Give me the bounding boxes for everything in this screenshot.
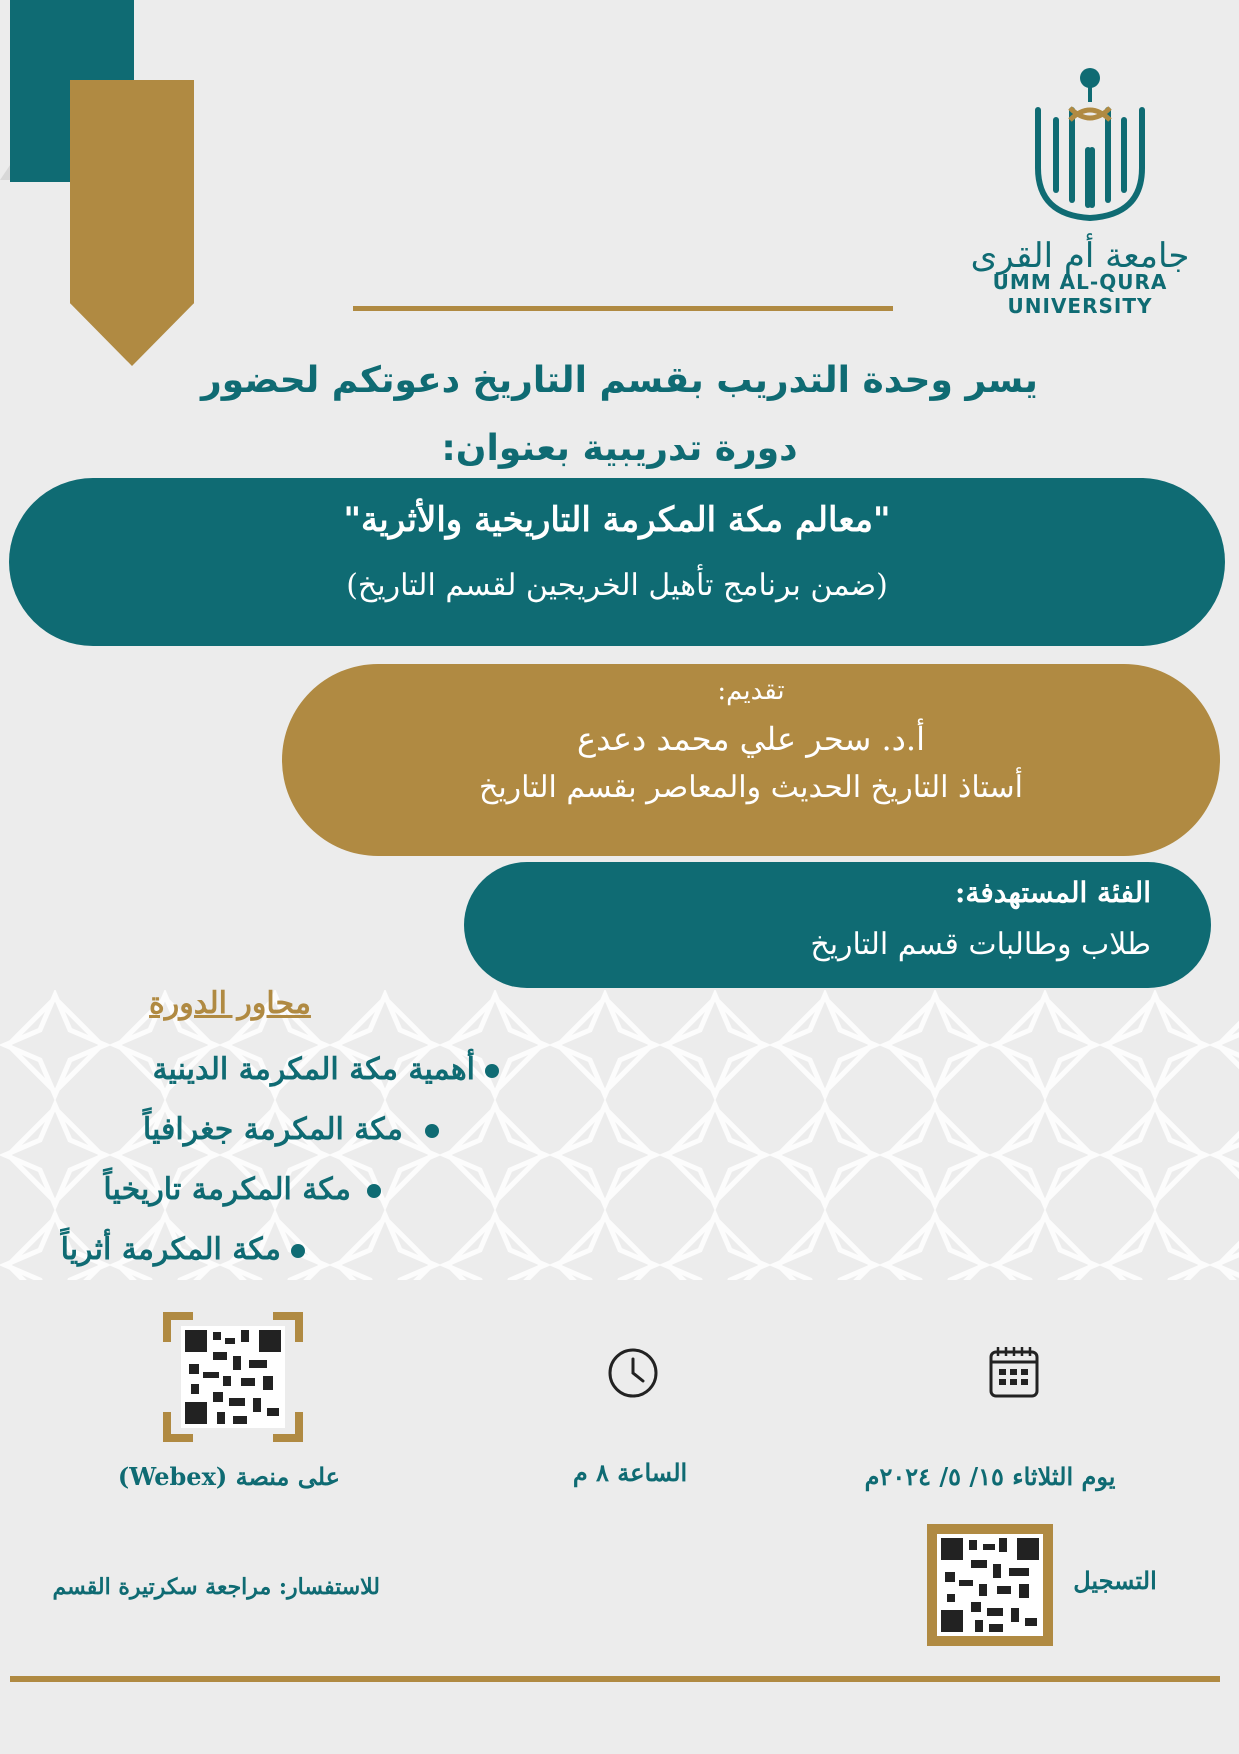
platform-text: على منصة (Webex) <box>117 1462 340 1491</box>
topic-text: أهمية مكة المكرمة الدينية <box>152 1052 475 1087</box>
bullet-dot <box>425 1124 439 1138</box>
date-text: يوم الثلاثاء ١٥/ ٥/ ٢٠٢٤م <box>864 1462 1116 1491</box>
corner-ribbon-gold <box>70 80 194 366</box>
audience-banner <box>464 862 1211 988</box>
university-name-english: UMM AL-QURA UNIVERSITY <box>992 270 1168 318</box>
topic-item <box>152 1052 499 1087</box>
bullet-dot <box>367 1184 381 1198</box>
qr-code-platform[interactable] <box>163 1312 303 1442</box>
topic-text: مكة المكرمة أثرياً <box>60 1232 281 1267</box>
presenter-banner <box>282 664 1220 856</box>
presenter-title: أستاذ التاريخ الحديث والمعاصر بقسم التاريخ <box>478 770 1024 805</box>
topics-heading: محاور الدورة <box>149 986 311 1021</box>
topic-text: مكة المكرمة تاريخياً <box>103 1172 351 1207</box>
topic-text: مكة المكرمة جغرافياً <box>142 1112 403 1147</box>
topic-item <box>143 1112 439 1147</box>
presenter-label: تقديم: <box>717 676 785 706</box>
course-title-banner <box>9 478 1225 646</box>
university-logo-emblem <box>1030 50 1150 225</box>
course-program: (ضمن برنامج تأهيل الخريجين لقسم التاريخ) <box>346 568 888 603</box>
invitation-line-1: يسر وحدة التدريب بقسم التاريخ دعوتكم لحضور <box>201 360 1038 401</box>
inquiry-text: للاستفسار: مراجعة سكرتيرة القسم <box>52 1574 380 1600</box>
audience-label: الفئة المستهدفة: <box>955 876 1151 909</box>
registration-label: التسجيل <box>1073 1566 1157 1595</box>
audience-value: طلاب وطالبات قسم التاريخ <box>810 927 1151 962</box>
university-name-arabic: جامعة أم القرى <box>970 236 1190 276</box>
presenter-name: أ.د. سحر علي محمد دعدع <box>577 720 925 758</box>
course-title: "معالم مكة المكرمة التاريخية والأثرية" <box>343 500 891 540</box>
bullet-dot <box>485 1064 499 1078</box>
clock-icon <box>607 1347 659 1399</box>
time-text: الساعة ٨ م <box>572 1458 688 1487</box>
topic-item <box>103 1172 381 1207</box>
qr-code-registration[interactable] <box>927 1524 1053 1646</box>
bottom-divider <box>10 1676 1220 1682</box>
topic-item <box>61 1232 305 1267</box>
top-divider <box>353 306 893 311</box>
invitation-line-2: دورة تدريبية بعنوان: <box>441 428 798 469</box>
calendar-icon <box>988 1344 1040 1400</box>
bullet-dot <box>291 1244 305 1258</box>
